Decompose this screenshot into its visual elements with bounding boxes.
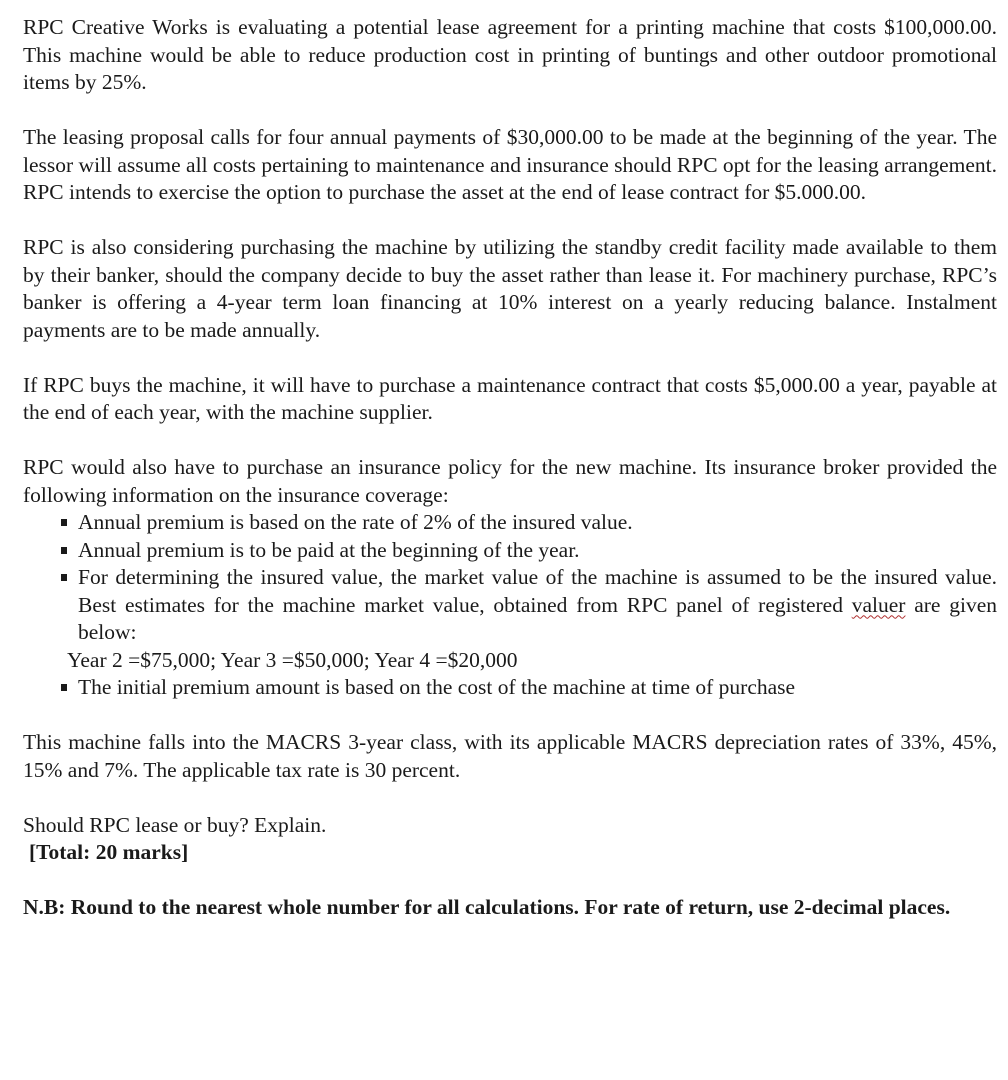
rounding-note: N.B: Round to the nearest whole number for all calculations. For rate of return, use 2-decimal places. <box>23 895 951 919</box>
paragraph-macrs: This machine falls into the MACRS 3-year class, with its applicable MACRS depreciation rates of 33%, 45%, 15% and 7%. The applicable tax rate is 30 percent. <box>23 730 997 782</box>
question-text: Should RPC lease or buy? Explain. <box>23 812 327 837</box>
document-page <box>23 14 997 922</box>
bullet-insured-value-text: For determining the insured value, the market value of the machine is assumed to be the insured value. Best estimates for the machine market value, obtained from RPC panel of registered <box>78 565 997 617</box>
paragraph-insurance: RPC would also have to purchase an insurance policy for the new machine. Its insurance broker provided the following information on the insurance coverage: <box>23 455 997 507</box>
total-marks: [Total: 20 marks] <box>29 840 189 864</box>
paragraph-purchase-option: RPC is also considering purchasing the machine by utilizing the standby credit facility made available to them by their banker, should the company decide to buy the asset rather than lease it. For machinery purchase, RPC’s banker is offering a 4-year term loan financing at 10% interest on a yearly reducing balance. Instalment payments are to be made annually. <box>23 235 997 342</box>
bullet-initial-premium: The initial premium amount is based on the cost of the machine at time of purchase <box>60 674 997 702</box>
paragraph-maintenance: If RPC buys the machine, it will have to purchase a maintenance contract that costs $5,000.00 a year, payable at the end of each year, with the machine supplier. <box>23 372 997 424</box>
paragraph-lease-proposal: The leasing proposal calls for four annual payments of $30,000.00 to be made at the beginning of the year. The lessor will assume all costs pertaining to maintenance and insurance should RPC opt for the leasing arrangement. RPC intends to exercise the option to purchase the asset at the end of lease contract for $5.000.00. <box>23 125 997 204</box>
paragraph-lease-intro: RPC Creative Works is evaluating a potential lease agreement for a printing machine that costs $100,000.00. This machine would be able to reduce production cost in printing of buntings and other outdoor promotional items by 25%. <box>23 15 997 94</box>
spellcheck-flagged-word: valuer <box>851 592 906 617</box>
bullet-insured-value <box>60 564 997 647</box>
bullet-insured-value-tail: are given below: <box>78 592 997 644</box>
bullet-premium-timing: Annual premium is to be paid at the beginning of the year. <box>60 537 997 565</box>
insurance-bullet-list-end <box>23 674 997 702</box>
bullet-premium-rate: Annual premium is based on the rate of 2% of the insured value. <box>60 509 997 537</box>
market-values-line: Year 2 =$75,000; Year 3 =$50,000; Year 4 =$20,000 <box>67 647 518 672</box>
insurance-bullet-list <box>23 509 997 647</box>
